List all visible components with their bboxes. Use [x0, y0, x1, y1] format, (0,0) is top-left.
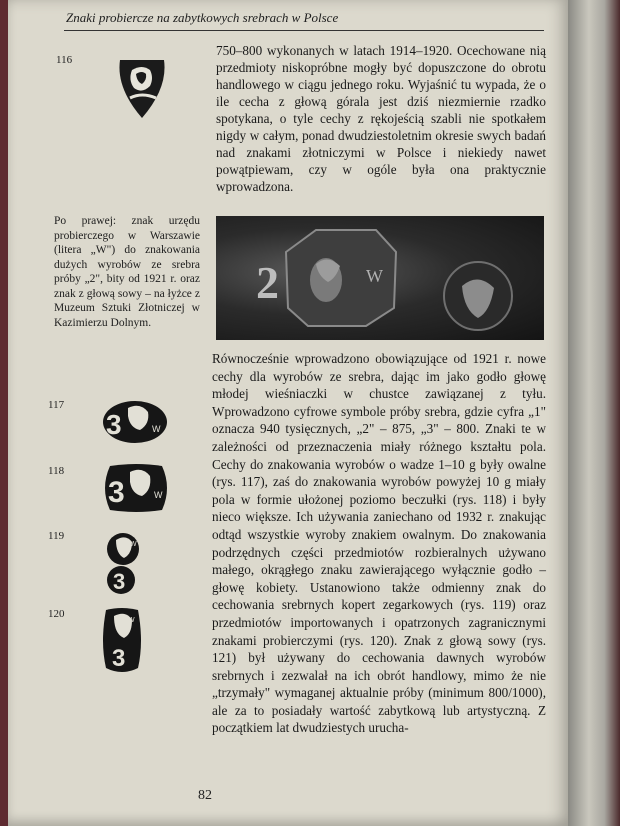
- letter-118: W: [154, 490, 163, 500]
- body-paragraph-main: Równocześnie wprowadzono obowiązujące od 1921 r. nowe cechy dla wyrobów ze srebra, dając im jako godło głowę młodej wieśniaczki w chustce zawiązanej z tyłu. Wprowadzono cyfrowe symbole próby srebra, gdzie cyfra „1" oznacza 940 tysięcznych, „2" – 875, „3" – 800. Znaki te w zależności od przeznaczenia miały różnego kształtu pola. Cechy do znakowania wyrobów o wadze 1–10 g były owalne (rys. 117), zaś do znakowania wyrobów powyżej 10 g miały pola w formie ułożonej poziomo beczułki (rys. 118) i były nieco większe. Ich używania zaniechano od 1932 r. znakując odtąd wszystkie wyroby znakiem owalnym. Do znakowania podrzędnych części przedmiotów rozbieralnych używano małego, okrągłego znaku zawierającego wyłącznie godło – głowę kobiety. Ustanowiono także odmienny znak do cechowania srebrnych kopert zegarkowych (rys. 119) oraz przedmiotów importowanych i opatrzonych zagranicznymi znakami probierczymi (rys. 120). Znak z głową sowy (rys. 121) był używany do cechowania dawnych wyrobów srebrnych i zezwalał na ich obrót handlowy, mimo że nie „trzymały" wymaganej aktualnie próby (minimum 800/1000), ale za to posiadały wartość zabytkową lub artystyczną. Z początkiem lat dwudziestych urucha-: [212, 351, 546, 736]
- oval-head-3-mark-icon: [100, 398, 170, 446]
- running-header: Znaki probiercze na zabytkowych srebrach w Polsce: [66, 10, 339, 25]
- page-number: 82: [198, 788, 212, 803]
- hallmark-photo-image: [216, 216, 544, 340]
- letter-117: W: [152, 424, 161, 434]
- header-rule: [64, 30, 544, 31]
- figure-number-118: 118: [48, 465, 65, 477]
- figure-number-119: 119: [48, 530, 65, 542]
- figure-caption: Po prawej: znak urzędu probierczego w Warszawie (litera „W") do znakowania dużych wyrobów ze srebra próby „2", bity od 1921 r. oraz znak z głową sowy – na łyżce z Muzeum Sztuki Złotniczej w Kazimierzu Dolnym.: [54, 215, 200, 329]
- flask-head-3-mark-icon: [100, 462, 172, 514]
- head-shield-mark-icon: [112, 54, 172, 122]
- book-page: [8, 0, 568, 826]
- shield-head-3-mark-icon: [98, 606, 146, 676]
- digit-120: 3: [112, 645, 126, 672]
- body-paragraph-top: 750–800 wykonanych w latach 1914–1920. Ocechowane nią przedmioty niskopróbne mogły być dopuszczone do obrotu handlowego w ciągu jednego roku. Wyjaśnić tu wypada, że o ile cecha z głową górala jest dziś niezmiernie rzadko spotykana, o tyle cechy z rękojeścią szabli nie spotkałem nigdy w całym, ponad dwudziestoletnim okresie swych badań nad znakami złotniczymi w Polsce i niekiedy nawet powątpiewam, czy w ogóle była ona praktycznie wprowadzona.: [216, 43, 546, 194]
- digit-119: 3: [113, 569, 126, 594]
- figure-number-120: 120: [48, 608, 65, 620]
- figure-number-117: 117: [48, 399, 65, 411]
- digit-118: 3: [108, 476, 125, 509]
- next-page-edge: [568, 0, 620, 826]
- figure-number-116: 116: [56, 54, 73, 66]
- hallmark-photo: [216, 216, 544, 340]
- digit-117: 3: [106, 409, 122, 440]
- letter-120: W: [128, 617, 135, 624]
- round-head-3-mark-icon: [102, 532, 144, 596]
- letter-119: W: [130, 541, 137, 548]
- photo-digit: 2: [256, 257, 279, 308]
- photo-letter: W: [366, 266, 383, 286]
